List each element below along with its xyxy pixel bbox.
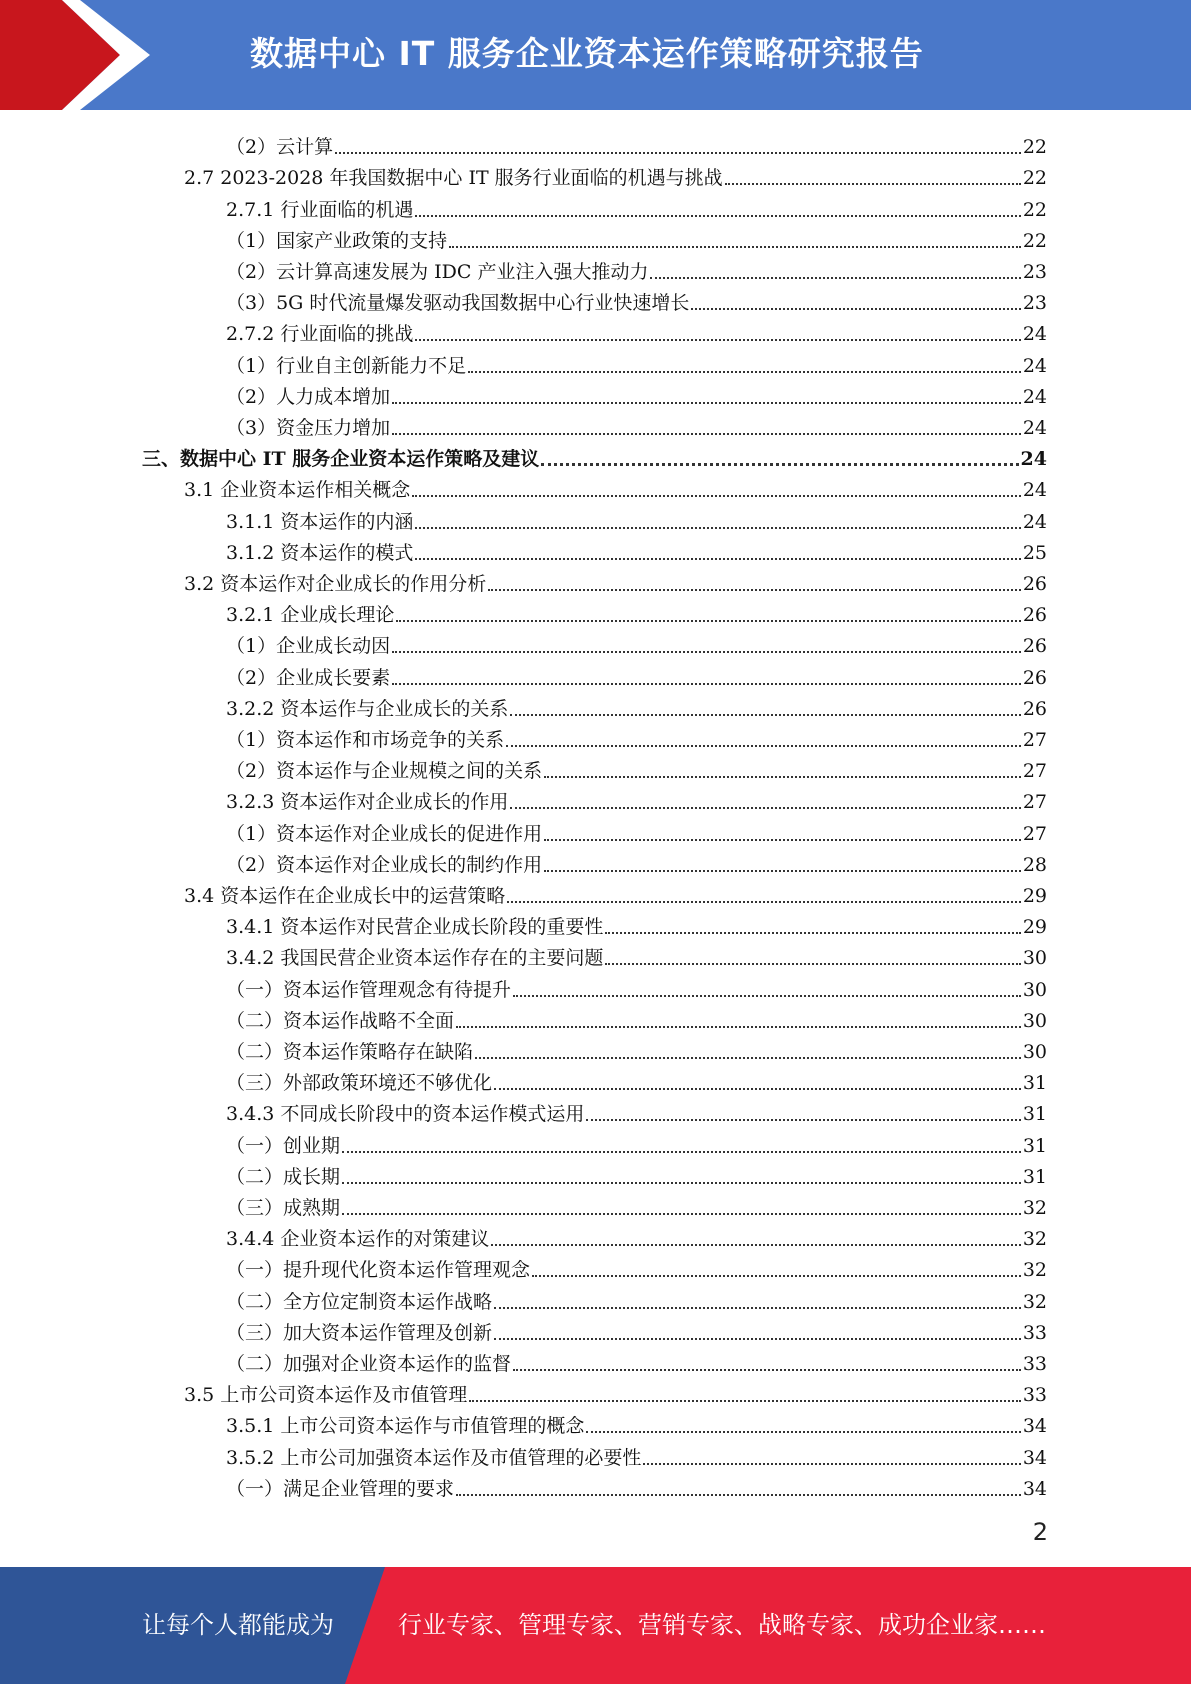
toc-entry-page: 22: [1022, 167, 1047, 190]
toc-entry-label: 3.4.2 我国民营企业资本运作存在的主要问题: [226, 947, 604, 970]
toc-entry[interactable]: [0, 596, 1047, 627]
toc-leader-dots: [510, 714, 1020, 716]
toc-leader-dots: [342, 1182, 1021, 1184]
toc-leader-dots: [392, 402, 1021, 404]
toc-entry[interactable]: [0, 752, 1047, 783]
toc-entry-page: 34: [1022, 1446, 1047, 1469]
toc-entry-page: 33: [1022, 1352, 1047, 1375]
toc-leader-dots: [392, 683, 1021, 685]
toc-entry-page: 25: [1022, 541, 1047, 564]
toc-entry[interactable]: [0, 1095, 1047, 1126]
toc-entry-page: 31: [1022, 1134, 1047, 1157]
toc-entry-label: （二）资本运作策略存在缺陷: [226, 1040, 474, 1063]
toc-leader-dots: [725, 183, 1021, 185]
toc-leader-dots: [513, 995, 1021, 997]
toc-entry[interactable]: [0, 1345, 1047, 1376]
toc-leader-dots: [475, 1057, 1021, 1059]
toc-entry-page: 23: [1022, 260, 1047, 283]
toc-entry-label: （三）外部政策环境还不够优化: [226, 1072, 493, 1095]
toc-entry-label: （2）人力成本增加: [226, 385, 391, 408]
toc-leader-dots: [415, 527, 1020, 529]
toc-entry[interactable]: [0, 908, 1047, 939]
toc-leader-dots: [494, 1338, 1021, 1340]
toc-entry-page: 34: [1022, 1477, 1047, 1500]
toc-entry-label: 3.1.1 资本运作的内涵: [226, 510, 414, 533]
toc-entry[interactable]: [0, 440, 1047, 471]
toc-entry-label: （1）企业成长动因: [226, 635, 391, 658]
toc-entry-label: （二）加强对企业资本运作的监督: [226, 1352, 512, 1375]
toc-entry[interactable]: [0, 939, 1047, 970]
toc-entry-page: 30: [1022, 978, 1047, 1001]
toc-entry-label: （2）云计算: [226, 136, 334, 159]
toc-entry-label: 3.4.1 资本运作对民营企业成长阶段的重要性: [226, 916, 604, 939]
toc-leader-dots: [691, 308, 1020, 310]
header-arrow-decoration: [0, 0, 160, 110]
toc-leader-dots: [342, 1213, 1021, 1215]
toc-entry-page: 26: [1022, 697, 1047, 720]
toc-entry-page: 23: [1022, 292, 1047, 315]
toc-leader-dots: [469, 1400, 1021, 1402]
toc-leader-dots: [506, 745, 1021, 747]
toc-entry-page: 34: [1022, 1415, 1047, 1438]
toc-entry[interactable]: [0, 378, 1047, 409]
toc-entry-label: 3.5 上市公司资本运作及市值管理: [184, 1384, 468, 1407]
toc-leader-dots: [544, 839, 1021, 841]
toc-leader-dots: [513, 1369, 1021, 1371]
toc-entry-page: 31: [1022, 1165, 1047, 1188]
toc-entry-page: 33: [1022, 1384, 1047, 1407]
toc-entry[interactable]: [0, 222, 1047, 253]
toc-entry-page: 33: [1022, 1321, 1047, 1344]
toc-entry-page: 30: [1022, 947, 1047, 970]
toc-entry-label: （一）满足企业管理的要求: [226, 1477, 455, 1500]
toc-entry-label: （3）资金压力增加: [226, 416, 391, 439]
toc-entry-label: （2）云计算高速发展为 IDC 产业注入强大推动力: [226, 260, 649, 283]
toc-entry[interactable]: [0, 159, 1047, 190]
toc-entry-label: 3.2.2 资本运作与企业成长的关系: [226, 697, 509, 720]
toc-entry[interactable]: [0, 627, 1047, 658]
page-header: [0, 0, 1191, 110]
toc-entry[interactable]: [0, 1376, 1047, 1407]
toc-entry-label: 3.4 资本运作在企业成长中的运营策略: [184, 884, 506, 907]
toc-leader-dots: [544, 776, 1021, 778]
toc-entry[interactable]: [0, 1438, 1047, 1469]
toc-entry-label: （1）资本运作对企业成长的促进作用: [226, 822, 543, 845]
toc-entry-page: 31: [1022, 1103, 1047, 1126]
toc-entry-label: （三）成熟期: [226, 1196, 341, 1219]
toc-entry[interactable]: [0, 1158, 1047, 1189]
toc-leader-dots: [643, 1463, 1020, 1465]
toc-entry-label: 三、数据中心 IT 服务企业资本运作策略及建议: [142, 448, 540, 471]
toc-leader-dots: [415, 558, 1020, 560]
toc-entry-page: 26: [1022, 666, 1047, 689]
toc-entry[interactable]: [0, 565, 1047, 596]
report-title: 数据中心 IT 服务企业资本运作策略研究报告: [250, 34, 924, 73]
toc-entry-label: （1）行业自主创新能力不足: [226, 354, 467, 377]
toc-entry-page: 26: [1022, 604, 1047, 627]
toc-entry-page: 26: [1022, 635, 1047, 658]
toc-entry-page: 27: [1022, 822, 1047, 845]
footer-slogan-right: 行业专家、管理专家、营销专家、战略专家、成功企业家……: [398, 1611, 1046, 1639]
toc-entry-label: 3.1.2 资本运作的模式: [226, 541, 414, 564]
toc-entry-page: 24: [1022, 354, 1047, 377]
toc-leader-dots: [650, 277, 1020, 279]
toc-leader-dots: [342, 1151, 1021, 1153]
toc-entry-label: 3.5.1 上市公司资本运作与市值管理的概念: [226, 1415, 585, 1438]
toc-entry-page: 32: [1022, 1228, 1047, 1251]
toc-entry-label: （二）全方位定制资本运作战略: [226, 1290, 493, 1313]
toc-leader-dots: [541, 463, 1018, 466]
toc-entry-label: 3.4.4 企业资本运作的对策建议: [226, 1228, 490, 1251]
toc-entry[interactable]: [0, 284, 1047, 315]
toc-entry-label: （2）企业成长要素: [226, 666, 391, 689]
toc-leader-dots: [586, 1119, 1020, 1121]
toc-entry-label: 2.7.2 行业面临的挑战: [226, 323, 414, 346]
toc-entry-page: 29: [1022, 916, 1047, 939]
toc-entry[interactable]: [0, 877, 1047, 908]
toc-entry-page: 29: [1022, 884, 1047, 907]
toc-leader-dots: [605, 932, 1020, 934]
toc-leader-dots: [532, 1275, 1021, 1277]
toc-leader-dots: [412, 495, 1021, 497]
toc-entry-page: 24: [1022, 416, 1047, 439]
toc-leader-dots: [544, 870, 1021, 872]
toc-leader-dots: [488, 589, 1021, 591]
toc-entry-page: 27: [1022, 760, 1047, 783]
toc-entry-label: （三）加大资本运作管理及创新: [226, 1321, 493, 1344]
toc-entry-label: （一）创业期: [226, 1134, 341, 1157]
toc-entry-label: 3.4.3 不同成长阶段中的资本运作模式运用: [226, 1103, 585, 1126]
toc-entry[interactable]: [0, 1407, 1047, 1438]
toc-entry-page: 24: [1022, 510, 1047, 533]
toc-leader-dots: [494, 1307, 1021, 1309]
toc-entry[interactable]: [0, 1220, 1047, 1251]
toc-leader-dots: [456, 1026, 1021, 1028]
toc-entry-label: 3.2.1 企业成长理论: [226, 604, 395, 627]
toc-entry[interactable]: [0, 783, 1047, 814]
page-number: 2: [1032, 1518, 1048, 1546]
toc-leader-dots: [335, 152, 1021, 154]
toc-entry[interactable]: [0, 1064, 1047, 1095]
toc-entry-label: （二）资本运作战略不全面: [226, 1009, 455, 1032]
page-footer: [0, 1567, 1191, 1684]
toc-entry-label: （一）资本运作管理观念有待提升: [226, 978, 512, 1001]
toc-entry[interactable]: [0, 1282, 1047, 1313]
toc-entry-page: 30: [1022, 1040, 1047, 1063]
toc-entry-label: （1）国家产业政策的支持: [226, 229, 448, 252]
toc-leader-dots: [392, 433, 1021, 435]
toc-entry[interactable]: [0, 846, 1047, 877]
toc-entry-page: 22: [1022, 136, 1047, 159]
toc-leader-dots: [491, 1244, 1020, 1246]
toc-entry-label: （3）5G 时代流量爆发驱动我国数据中心行业快速增长: [226, 292, 690, 315]
toc-entry[interactable]: [0, 1314, 1047, 1345]
toc-entry-page: 32: [1022, 1290, 1047, 1313]
toc-leader-dots: [494, 1088, 1021, 1090]
toc-entry-page: 24: [1022, 479, 1047, 502]
toc-entry[interactable]: [0, 814, 1047, 845]
toc-leader-dots: [605, 963, 1020, 965]
toc-entry-label: （2）资本运作与企业规模之间的关系: [226, 760, 543, 783]
toc-entry[interactable]: [0, 346, 1047, 377]
toc-leader-dots: [468, 371, 1021, 373]
toc-entry[interactable]: [0, 1033, 1047, 1064]
toc-entry-label: （一）提升现代化资本运作管理观念: [226, 1259, 531, 1282]
toc-entry-page: 26: [1022, 572, 1047, 595]
toc-entry-page: 31: [1022, 1072, 1047, 1095]
toc-entry-page: 22: [1022, 198, 1047, 221]
toc-entry-page: 27: [1022, 728, 1047, 751]
toc-entry-label: 3.2.3 资本运作对企业成长的作用: [226, 791, 509, 814]
toc-entry-page: 27: [1022, 791, 1047, 814]
toc-leader-dots: [510, 807, 1020, 809]
toc-entry[interactable]: [0, 534, 1047, 565]
toc-entry-page: 32: [1022, 1196, 1047, 1219]
toc-leader-dots: [396, 620, 1020, 622]
toc-entry[interactable]: [0, 1189, 1047, 1220]
toc-entry[interactable]: [0, 253, 1047, 284]
toc-leader-dots: [392, 651, 1021, 653]
toc-entry[interactable]: [0, 471, 1047, 502]
toc-entry-page: 28: [1022, 853, 1047, 876]
toc-entry[interactable]: [0, 315, 1047, 346]
toc-entry-label: 3.5.2 上市公司加强资本运作及市值管理的必要性: [226, 1446, 642, 1469]
toc-entry-page: 24: [1022, 323, 1047, 346]
toc-entry-page: 24: [1022, 385, 1047, 408]
toc-entry[interactable]: [0, 128, 1047, 159]
toc-leader-dots: [507, 901, 1021, 903]
toc-entry[interactable]: [0, 1251, 1047, 1282]
toc-leader-dots: [449, 246, 1021, 248]
toc-leader-dots: [586, 1431, 1020, 1433]
toc-entry-label: 2.7 2023-2028 年我国数据中心 IT 服务行业面临的机遇与挑战: [184, 167, 723, 190]
toc-entry[interactable]: [0, 409, 1047, 440]
toc-entry[interactable]: [0, 1470, 1047, 1501]
toc-entry[interactable]: [0, 190, 1047, 221]
toc-entry[interactable]: [0, 970, 1047, 1001]
toc-entry-page: 24: [1020, 448, 1047, 471]
toc-entry-page: 30: [1022, 1009, 1047, 1032]
toc-entry-label: （1）资本运作和市场竞争的关系: [226, 728, 505, 751]
toc-entry-label: （2）资本运作对企业成长的制约作用: [226, 853, 543, 876]
toc-leader-dots: [456, 1494, 1021, 1496]
toc-leader-dots: [415, 215, 1020, 217]
toc-entry-label: 3.2 资本运作对企业成长的作用分析: [184, 572, 487, 595]
toc-entry-page: 22: [1022, 229, 1047, 252]
toc-entry[interactable]: [0, 502, 1047, 533]
toc-entry[interactable]: [0, 690, 1047, 721]
toc-entry[interactable]: [0, 721, 1047, 752]
toc-entry[interactable]: [0, 1002, 1047, 1033]
toc-entry-page: 32: [1022, 1259, 1047, 1282]
toc-entry-label: （二）成长期: [226, 1165, 341, 1188]
toc-entry-label: 2.7.1 行业面临的机遇: [226, 198, 414, 221]
footer-slogan-left: 让每个人都能成为: [142, 1611, 334, 1639]
toc-leader-dots: [415, 339, 1020, 341]
toc-entry-label: 3.1 企业资本运作相关概念: [184, 479, 411, 502]
toc-entry[interactable]: [0, 1126, 1047, 1157]
toc-entry[interactable]: [0, 658, 1047, 689]
